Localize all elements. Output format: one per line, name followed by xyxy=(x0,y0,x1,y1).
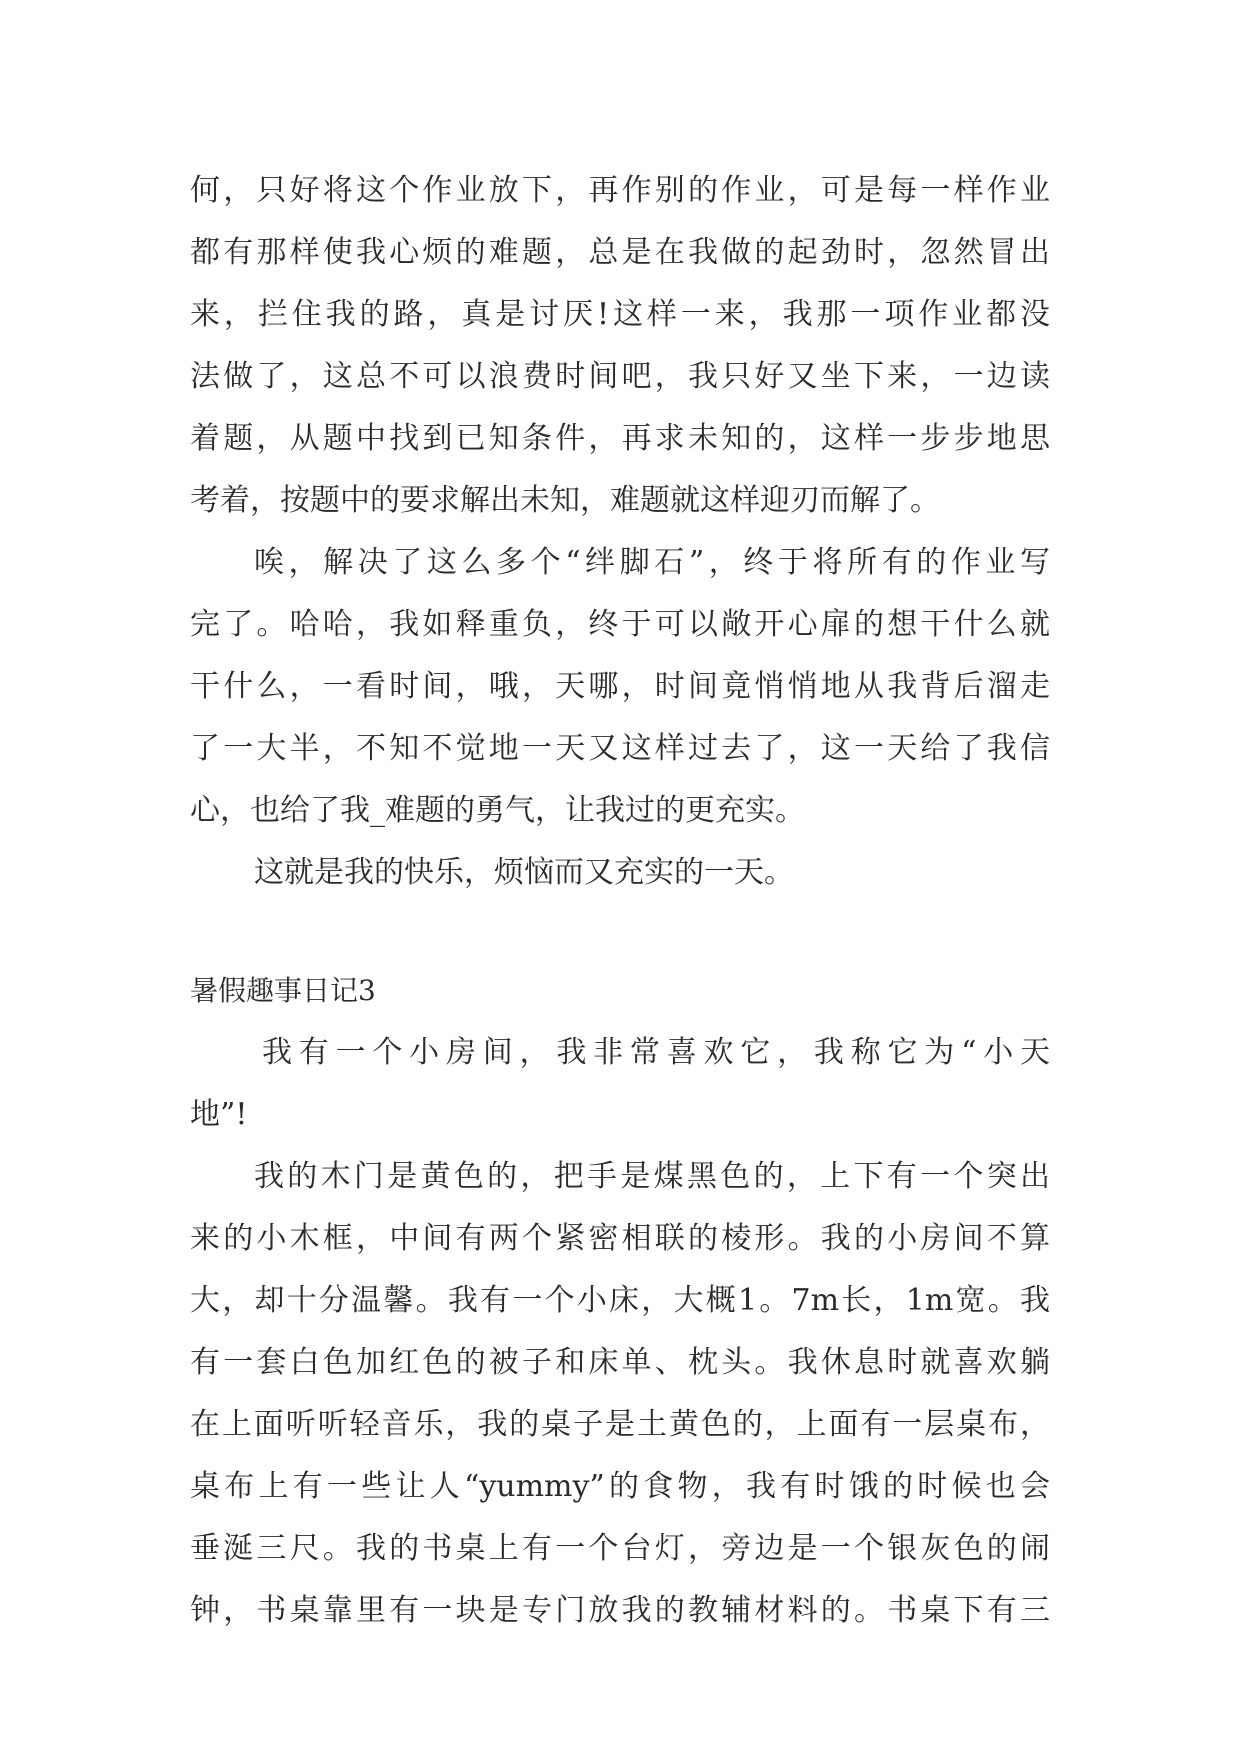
text-line: 我的木门是黄色的，把手是煤黑色的，上下有一个突出 xyxy=(254,1159,1050,1194)
text-line: 了一大半，不知不觉地一天又这样过去了，这一天给了我信 xyxy=(190,731,1050,766)
section-spacer xyxy=(190,904,1050,960)
paragraph-conclusion xyxy=(190,842,1050,904)
text-line: 来的小木框，中间有两个紧密相联的棱形。我的小房间不算 xyxy=(190,1221,1050,1256)
text-line: 地”! xyxy=(190,1097,248,1132)
text-line: 垂涎三尺。我的书桌上有一个台灯，旁边是一个银灰色的闹 xyxy=(190,1531,1050,1566)
paragraph-room-description xyxy=(190,1146,1050,1642)
text-line: 我有一个小房间，我非常喜欢它，我称它为“小天 xyxy=(262,1035,1050,1070)
section-heading: 暑假趣事日记3 xyxy=(190,974,376,1007)
paragraph-little-room-intro xyxy=(190,1022,1050,1146)
text-line: 有一套白色加红色的被子和床单、枕头。我休息时就喜欢躺 xyxy=(190,1345,1050,1380)
document-body xyxy=(190,160,1050,1642)
text-line: 钟，书桌靠里有一块是专门放我的教辅材料的。书桌下有三 xyxy=(190,1593,1050,1628)
text-line: 考着，按题中的要求解出未知，难题就这样迎刃而解了。 xyxy=(190,483,940,518)
text-line: 大，却十分温馨。我有一个小床，大概1。7m长，1m宽。我 xyxy=(190,1283,1050,1318)
paragraph-homework-finished xyxy=(190,532,1050,842)
text-line: 心，也给了我_难题的勇气，让我过的更充实。 xyxy=(190,793,805,828)
text-line: 唉，解决了这么多个“绊脚石”，终于将所有的作业写 xyxy=(254,545,1050,580)
text-line: 法做了，这总不可以浪费时间吧，我只好又坐下来，一边读 xyxy=(190,359,1050,394)
text-line: 都有那样使我心烦的难题，总是在我做的起劲时，忽然冒出 xyxy=(190,235,1050,270)
paragraph-homework-struggle xyxy=(190,160,1050,532)
text-line: 桌布上有一些让人“yummy”的食物，我有时饿的时候也会 xyxy=(190,1469,1050,1504)
text-line: 来，拦住我的路，真是讨厌!这样一来，我那一项作业都没 xyxy=(190,297,1050,332)
text-line: 干什么，一看时间，哦，天哪，时间竟悄悄地从我背后溜走 xyxy=(190,669,1050,704)
text-line: 在上面听听轻音乐，我的桌子是土黄色的，上面有一层桌布， xyxy=(190,1407,1050,1442)
text-line: 这就是我的快乐，烦恼而又充实的一天。 xyxy=(254,855,794,890)
text-line: 何，只好将这个作业放下，再作别的作业，可是每一样作业 xyxy=(190,173,1050,208)
text-line: 着题，从题中找到已知条件，再求未知的，这样一步步地思 xyxy=(190,421,1050,456)
text-line: 完了。哈哈，我如释重负，终于可以敞开心扉的想干什么就 xyxy=(190,607,1050,642)
